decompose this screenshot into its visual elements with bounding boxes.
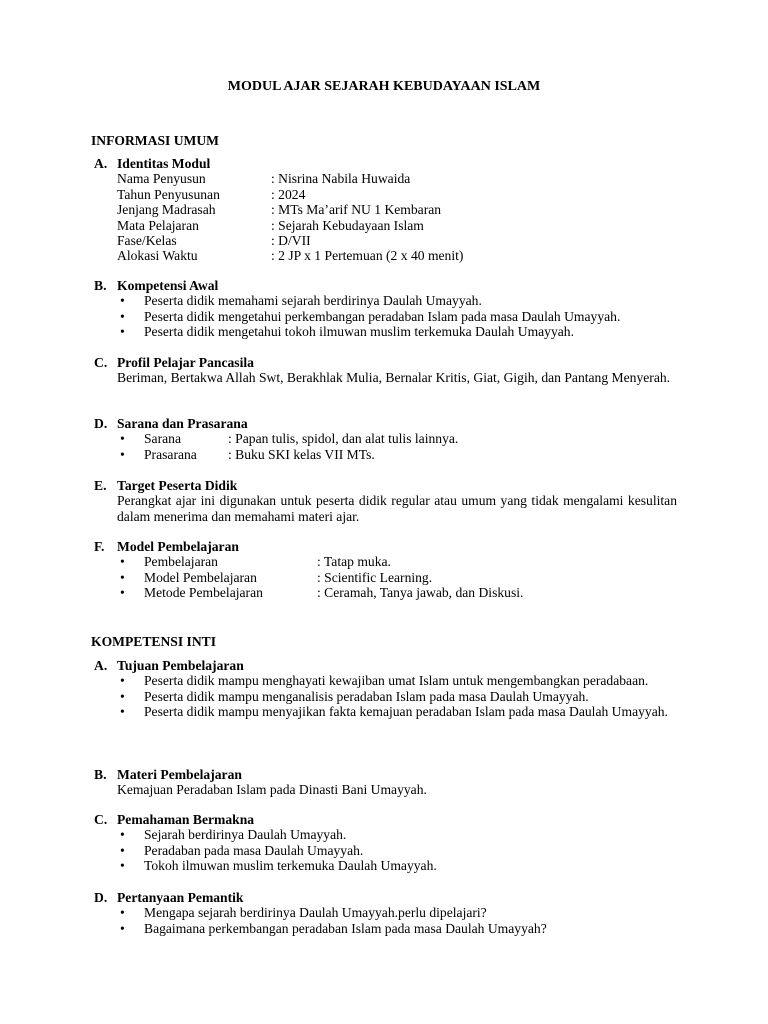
heading-kompetensi-inti: KOMPETENSI INTI <box>91 634 217 649</box>
section-kompetensi-awal <box>94 278 677 340</box>
list-item: • Mengapa sejarah berdirinya Daulah Umayyah.perlu dipelajari? <box>120 905 487 921</box>
identity-row <box>117 218 677 233</box>
bullet-icon: • <box>120 569 125 585</box>
bullet-icon: • <box>120 431 125 447</box>
section-heading: Kompetensi Awal <box>117 278 219 293</box>
identity-label: Tahun Penyusunan <box>117 186 220 202</box>
identity-value: : Sejarah Kebudayaan Islam <box>271 217 424 233</box>
section-letter: A. <box>94 658 108 673</box>
identity-row <box>117 233 677 248</box>
section-letter: B. <box>94 767 107 782</box>
identity-label: Mata Pelajaran <box>117 217 199 233</box>
identity-value: : Nisrina Nabila Huwaida <box>271 171 411 187</box>
bullet-icon: • <box>120 827 125 843</box>
section-letter: E. <box>94 478 107 493</box>
section-profil-pelajar <box>94 355 677 386</box>
bullet-icon: • <box>120 905 125 921</box>
bullet-icon: • <box>120 842 125 858</box>
bullet-icon: • <box>120 585 125 601</box>
heading-informasi-umum: INFORMASI UMUM <box>91 133 219 148</box>
section-heading: Identitas Modul <box>117 156 211 171</box>
bullet-icon: • <box>120 688 125 704</box>
list-item: • Peserta didik mengetahui perkembangan peradaban Islam pada masa Daulah Umayyah. <box>120 308 621 324</box>
identity-table <box>117 171 677 263</box>
section-heading: Pemahaman Bermakna <box>117 812 255 827</box>
section-heading: Tujuan Pembelajaran <box>117 658 244 673</box>
section-paragraph: Perangkat ajar ini digunakan untuk peserta didik regular atau umum yang tidak mengalami kesulitan dalam menerima dan memahami materi ajar. <box>117 493 677 524</box>
section-letter: B. <box>94 278 107 293</box>
list-item: • Peradaban pada masa Daulah Umayyah. <box>120 842 364 858</box>
bullet-icon: • <box>120 293 125 309</box>
bullet-icon: • <box>120 858 125 874</box>
section-letter: A. <box>94 156 108 171</box>
section-materi-pembelajaran <box>94 767 677 798</box>
section-paragraph: Kemajuan Peradaban Islam pada Dinasti Bani Umayyah. <box>117 782 427 798</box>
section-heading: Pertanyaan Pemantik <box>117 890 244 905</box>
identity-value: : 2024 <box>271 186 306 202</box>
bullet-icon: • <box>120 308 125 324</box>
section-letter: C. <box>94 812 108 827</box>
section-heading: Materi Pembelajaran <box>117 767 242 782</box>
bullet-icon: • <box>120 446 125 462</box>
list-item: • Tokoh ilmuwan muslim terkemuka Daulah Umayyah. <box>120 858 437 874</box>
identity-row <box>117 187 677 202</box>
list-item: • Peserta didik mampu menyajikan fakta kemajuan peradaban Islam pada masa Daulah Umayyah. <box>120 704 668 720</box>
bullet-icon: • <box>120 673 125 689</box>
section-heading: Profil Pelajar Pancasila <box>117 355 254 370</box>
list-item: • Pembelajaran : Tatap muka. <box>120 554 391 570</box>
identity-row <box>117 202 677 217</box>
identity-value: : D/VII <box>271 233 311 249</box>
section-heading: Target Peserta Didik <box>117 478 238 493</box>
section-tujuan-pembelajaran <box>94 658 677 720</box>
section-letter: D. <box>94 890 108 905</box>
section-sarana-prasarana <box>94 416 677 462</box>
section-model-pembelajaran <box>94 539 677 601</box>
list-item: • Model Pembelajaran : Scientific Learning. <box>120 569 433 585</box>
section-letter: C. <box>94 355 108 370</box>
section-identitas-modul <box>94 156 677 264</box>
section-heading: Sarana dan Prasarana <box>117 416 248 431</box>
list-item: • Prasarana : Buku SKI kelas VII MTs. <box>120 446 375 462</box>
section-pertanyaan-pemantik <box>94 890 677 936</box>
list-item: • Sejarah berdirinya Daulah Umayyah. <box>120 827 347 843</box>
bullet-icon: • <box>120 554 125 570</box>
section-target-peserta <box>94 478 677 524</box>
list-item: • Metode Pembelajaran : Ceramah, Tanya jawab, dan Diskusi. <box>120 585 524 601</box>
section-pemahaman-bermakna <box>94 812 677 874</box>
list-item: • Peserta didik mengetahui tokoh ilmuwan muslim terkemuka Daulah Umayyah. <box>120 324 574 340</box>
list-item: • Peserta didik mampu menganalisis peradaban Islam pada masa Daulah Umayyah. <box>120 688 589 704</box>
identity-label: Jenjang Madrasah <box>117 202 216 218</box>
identity-label: Fase/Kelas <box>117 233 177 249</box>
list-item: • Sarana : Papan tulis, spidol, dan alat tulis lainnya. <box>120 431 459 447</box>
identity-row <box>117 248 677 263</box>
section-letter: F. <box>94 539 105 554</box>
list-item: • Bagaimana perkembangan peradaban Islam pada masa Daulah Umayyah? <box>120 920 547 936</box>
section-paragraph: Beriman, Bertakwa Allah Swt, Berakhlak Mulia, Bernalar Kritis, Giat, Gigih, dan Pantang Menyerah. <box>117 370 671 386</box>
section-heading: Model Pembelajaran <box>117 539 239 554</box>
bullet-icon: • <box>120 324 125 340</box>
list-item: • Peserta didik mampu menghayati kewajiban umat Islam untuk mengembangkan peradabaan. <box>120 673 649 689</box>
section-letter: D. <box>94 416 108 431</box>
identity-label: Nama Penyusun <box>117 171 206 187</box>
bullet-icon: • <box>120 920 125 936</box>
list-item: • Peserta didik memahami sejarah berdirinya Daulah Umayyah. <box>120 293 482 309</box>
bullet-icon: • <box>120 704 125 720</box>
identity-value: : MTs Ma’arif NU 1 Kembaran <box>271 202 442 218</box>
identity-row <box>117 171 677 186</box>
identity-label: Alokasi Waktu <box>117 248 198 264</box>
identity-value: : 2 JP x 1 Pertemuan (2 x 40 menit) <box>271 248 464 264</box>
document-title: MODUL AJAR SEJARAH KEBUDAYAAN ISLAM <box>227 79 541 94</box>
